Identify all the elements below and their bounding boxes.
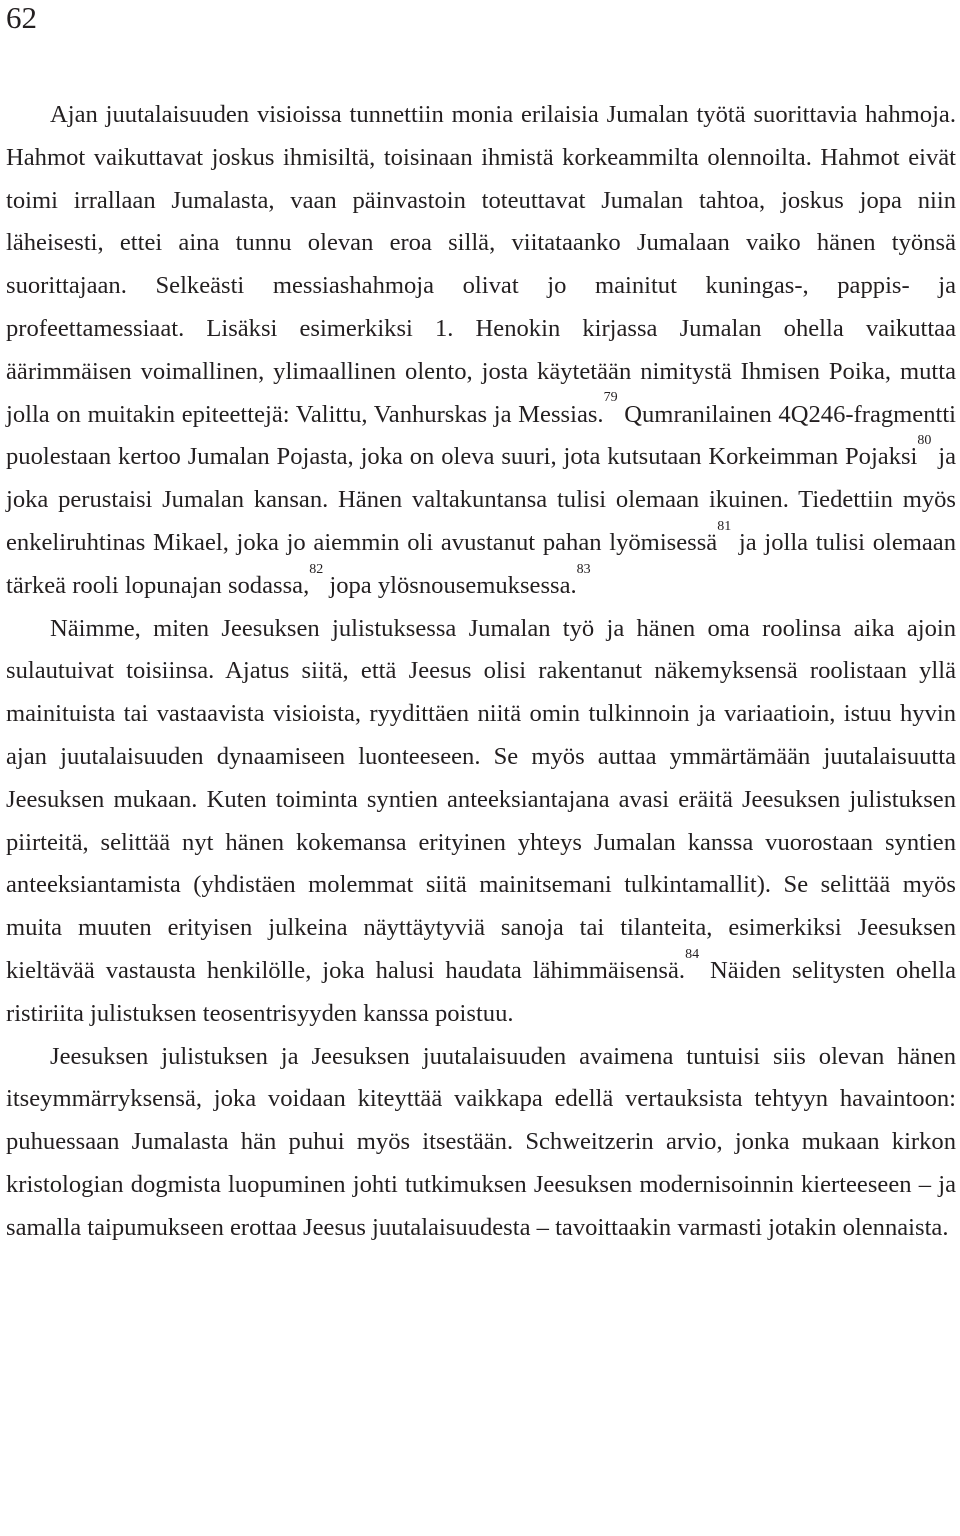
- text-run: Jeesuksen julistuksen ja Jeesuksen juutalaisuuden avaimena tuntuisi siis olevan hänen itseymmärryksensä, joka voidaan kiteyttää vaikkapa edellä vertauksista tehtyyn havaintoon: puhuessaan Jumalasta hän puhui myös itsestään. Schweitzerin arvio, jonka mukaan kirkon kristologian dogmista luopuminen johti tutkimuksen Jeesuksen modernisoinnin kierteeseen – ja samalla taipumukseen erottaa Jeesus juutalaisuudesta – tavoittaakin varmasti jotakin olennaista.: [6, 1042, 956, 1241]
- text-run: jopa ylösnousemuksessa.: [323, 571, 577, 599]
- paragraph: [6, 608, 956, 1036]
- footnote-marker: 79: [603, 390, 618, 406]
- text-run: Näimme, miten Jeesuksen julistuksessa Jumalan työ ja hänen oma roolinsa aika ajoin sulautuivat toisiinsa. Ajatus siitä, että Jeesus olisi rakentanut näkemyksensä roolistaan yllä mainituista tai vastaavista visioista, ryydittäen niitä omin tulkinnoin ja variaatioin, istuu hyvin ajan juutalaisuuden dynaamiseen luonteeseen. Se myös auttaa ymmärtämään juutalaisuutta Jeesuksen mukaan. Kuten toiminta syntien anteeksiantajana avasi eräitä Jeesuksen julistuksen piirteitä, selittää nyt hänen kokemansa erityinen yhteys Jumalan kanssa vuorostaan syntien anteeksiantamista (yhdistäen molemmat siitä mainitsemani tulkintamallit). Se selittää myös muita muuten erityisen julkeina näyttäytyviä sanoja tai tilanteita, esimerkiksi Jeesuksen kieltävää vastausta henkilölle, joka halusi haudata lähimmäisensä.: [6, 614, 956, 984]
- text-run: Näiden selitysten ohella ristiriita julistuksen teosentrisyyden kanssa poistuu.: [6, 956, 956, 1027]
- text-run: ja joka perustaisi Jumalan kansan. Hänen valtakuntansa tulisi olemaan ikuinen. Tiedettiin myös enkeliruhtinas Mikael, joka jo aiemmin oli avustanut pahan lyömisessä: [6, 443, 956, 556]
- text-run: Qumranilainen 4Q246-fragmentti puolestaan kertoo Jumalan Pojasta, joka on oleva suuri, jota kutsutaan Korkeimman Pojaksi: [6, 400, 956, 471]
- text-run: ja jolla tulisi olemaan tärkeä rooli lopunajan sodassa,: [6, 528, 956, 599]
- footnote-marker: 81: [717, 518, 732, 534]
- footnote-marker: 82: [309, 561, 324, 577]
- footnote-marker: 84: [685, 946, 700, 962]
- footnote-marker: 83: [576, 561, 591, 577]
- footnote-marker: 80: [917, 433, 932, 449]
- page-number: 62: [6, 0, 37, 35]
- text-run: Ajan juutalaisuuden visioissa tunnettiin monia erilaisia Jumalan työtä suorittavia hahmoja. Hahmot vaikuttavat joskus ihmisiltä, toisinaan ihmistä korkeammilta olennoilta. Hahmot eivät toimi irrallaan Jumalasta, vaan päinvastoin toteuttavat Jumalan tahtoa, joskus jopa niin läheisesti, ettei aina tunnu olevan eroa sillä, viitataanko Jumalaan vaiko hänen työnsä suorittajaan. Selkeästi messiashahmoja olivat jo mainitut kuningas-, pappis- ja profeettamessiaat. Lisäksi esimerkiksi 1. Henokin kirjassa Jumalan ohella vaikuttaa äärimmäisen voimallinen, ylimaallinen olento, josta käytetään nimitystä Ihmisen Poika, mutta jolla on muitakin epiteettejä: Valittu, Vanhurskas ja Messias.: [6, 101, 956, 428]
- paragraph: [6, 94, 956, 608]
- body-text: [6, 94, 956, 1250]
- paragraph: [6, 1036, 956, 1250]
